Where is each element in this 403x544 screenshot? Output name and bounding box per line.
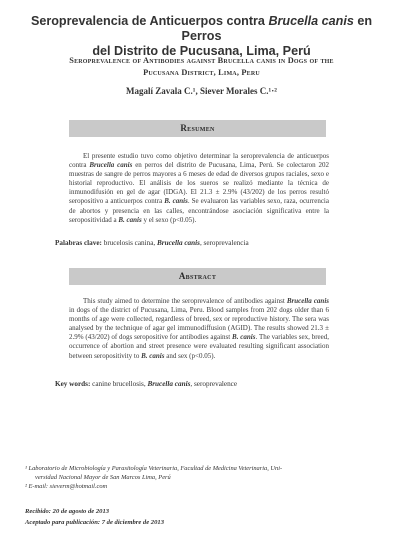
footnote-1: ¹ Laboratorio de Microbiología y Parasitología Veterinaria, Facultad de Medicina Veterinaria, Uni- xyxy=(25,465,283,472)
footnote-1-cont: versidad Nacional Mayor de San Marcos Lima, Perú xyxy=(35,474,171,481)
title-line2: del Distrito de Pucusana, Lima, Perú xyxy=(92,44,311,58)
resumen-heading: Resumen xyxy=(180,123,215,133)
abstract-heading: Abstract xyxy=(178,271,217,281)
footnote-2-email: ² E-mail: sieverm@hotmail.com xyxy=(25,483,108,490)
title-line1-end: en Perros xyxy=(181,14,373,43)
resumen-keywords: Palabras clave: brucelosis canina, Brucella canis, seroprevalencia xyxy=(55,239,249,247)
article-dates xyxy=(25,506,325,528)
english-title xyxy=(30,55,373,79)
subtitle-line2: Pucusana District, Lima, Peru xyxy=(143,68,260,77)
resumen-paragraph: El presente estudio tuvo como objetivo determinar la seroprevalencia de anticuerpos contra Brucella canis en perros del distrito de Pucusana, Lima, Perú. Se colectaron 202 muestras de sangre de perros mayores a 6 meses de edad de diversos grupos raciales, sexo e historial reproductivo. El análisis de los sueros se realizó mediante la técnica de inmunodifusión en gel de agar (IDGA). El 21.3 ± 2.9% (43/202) de los perros resultó seropositivo a anticuerpos contra B. canis. Se evaluaron las variables sexo, raza, ocurrencia de abortos y presencia en las calles, encontrándose asociación significativa entre la seropositividad a B. canis y el sexo (p<0.05). xyxy=(69,152,329,224)
accepted-date: Aceptado para publicación: 7 de diciembre de 2013 xyxy=(25,519,164,526)
received-date: Recibido: 20 de agosto de 2013 xyxy=(25,508,110,515)
abstract-keywords: Key words: canine brucellosis, Brucella canis, seroprevalence xyxy=(55,380,238,388)
footnotes xyxy=(25,464,385,491)
title-line1: Seroprevalencia de Anticuerpos contra xyxy=(30,14,269,28)
title-italic: Brucella canis xyxy=(268,14,354,28)
article-title xyxy=(14,14,389,59)
abstract-paragraph: This study aimed to determine the seroprevalence of antibodies against Brucella canis in dogs of the district of Pucusana, Lima, Peru. Blood samples from 202 dogs older than 6 months of age were collected, regardless of breed, sex or reproductive history. The sera was analysed by the technique of agar gel immunodiffusion (AGID). The results showed 21.3 ± 2.9% (43/202) of dogs seropositive for antibodies against B. canis. The variables sex, breed, occurrence of abortion and street presence were evaluated resulting significant association between seropositivity to B. canis and sex (p<0.05). xyxy=(69,297,329,360)
subtitle-line1: Seroprevalence of Antibodies against Brucella canis in Dogs of the xyxy=(69,56,334,65)
resumen-heading-bar xyxy=(69,120,326,137)
abstract-heading-bar xyxy=(69,268,326,285)
authors: Magalí Zavala C.¹, Siever Morales C.¹·² xyxy=(126,86,277,96)
